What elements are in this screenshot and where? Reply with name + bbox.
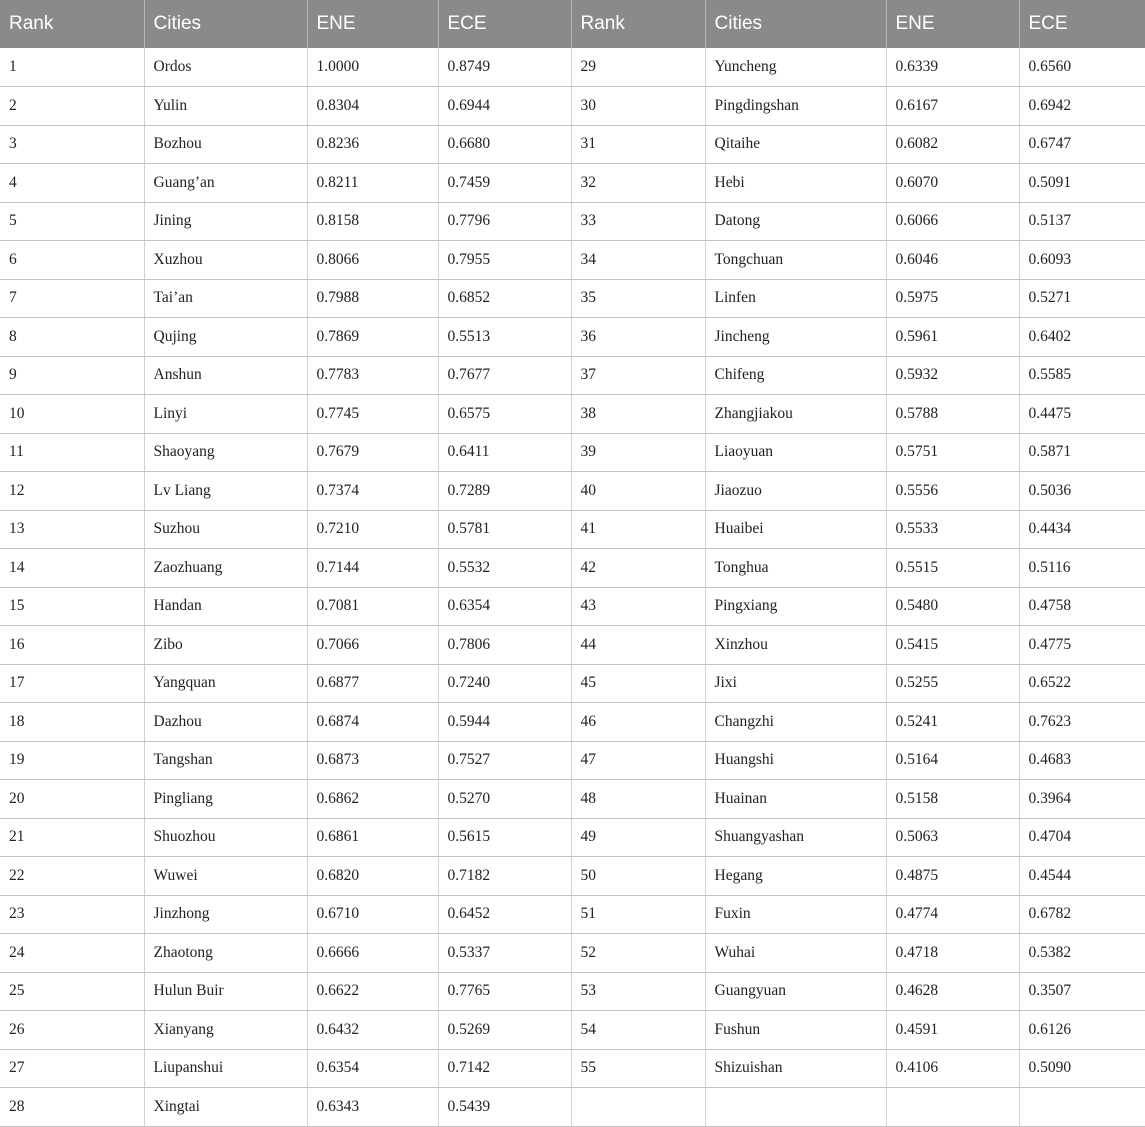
table-row (0, 241, 1145, 280)
ene-cell: 0.4628 (886, 972, 1019, 1011)
rank-cell: 32 (571, 164, 705, 203)
ece-cell: 0.6522 (1019, 664, 1145, 703)
city-cell: Chifeng (705, 356, 886, 395)
city-cell: Huaibei (705, 510, 886, 549)
rank-cell: 18 (0, 703, 144, 742)
ece-cell: 0.6560 (1019, 48, 1145, 87)
rank-cell: 8 (0, 318, 144, 357)
city-cell: Wuwei (144, 857, 307, 896)
ene-cell: 0.6820 (307, 857, 438, 896)
ece-cell: 0.6452 (438, 895, 571, 934)
rank-cell: 15 (0, 587, 144, 626)
ece-cell: 0.6747 (1019, 125, 1145, 164)
rank-cell: 35 (571, 279, 705, 318)
ene-cell: 0.6046 (886, 241, 1019, 280)
city-cell: Linfen (705, 279, 886, 318)
rank-cell: 25 (0, 972, 144, 1011)
ece-cell: 0.7765 (438, 972, 571, 1011)
ece-cell: 0.7955 (438, 241, 571, 280)
ece-cell: 0.5137 (1019, 202, 1145, 241)
city-cell: Changzhi (705, 703, 886, 742)
ene-cell: 0.5961 (886, 318, 1019, 357)
rank-cell: 44 (571, 626, 705, 665)
ece-cell: 0.6126 (1019, 1011, 1145, 1050)
table-row (0, 818, 1145, 857)
ene-cell: 0.5063 (886, 818, 1019, 857)
ene-cell: 0.5480 (886, 587, 1019, 626)
ene-cell: 0.4591 (886, 1011, 1019, 1050)
table-row (0, 87, 1145, 126)
table-row (0, 1049, 1145, 1088)
rank-cell: 24 (0, 934, 144, 973)
rank-cell: 9 (0, 356, 144, 395)
rank-cell: 6 (0, 241, 144, 280)
ene-cell: 0.5164 (886, 741, 1019, 780)
rank-cell: 43 (571, 587, 705, 626)
ece-cell: 0.7240 (438, 664, 571, 703)
ene-cell: 0.7988 (307, 279, 438, 318)
ene-cell: 0.5255 (886, 664, 1019, 703)
table-row (0, 202, 1145, 241)
ene-cell: 0.5975 (886, 279, 1019, 318)
ene-cell: 0.4774 (886, 895, 1019, 934)
rank-cell: 53 (571, 972, 705, 1011)
ece-cell: 0.4758 (1019, 587, 1145, 626)
ene-cell: 0.5158 (886, 780, 1019, 819)
city-cell: Ordos (144, 48, 307, 87)
ene-cell: 0.5533 (886, 510, 1019, 549)
city-cell: Xuzhou (144, 241, 307, 280)
ene-cell: 0.6354 (307, 1049, 438, 1088)
city-cell: Huainan (705, 780, 886, 819)
city-cell: Guangyuan (705, 972, 886, 1011)
table-row (0, 1011, 1145, 1050)
ece-cell: 0.5271 (1019, 279, 1145, 318)
city-cell: Datong (705, 202, 886, 241)
ece-cell: 0.6575 (438, 395, 571, 434)
city-cell: Jining (144, 202, 307, 241)
table-row (0, 279, 1145, 318)
ene-cell: 0.6432 (307, 1011, 438, 1050)
ene-cell: 0.7745 (307, 395, 438, 434)
rank-cell: 52 (571, 934, 705, 973)
ece-cell: 0.5270 (438, 780, 571, 819)
table-row (0, 626, 1145, 665)
city-cell: Qujing (144, 318, 307, 357)
table-row (0, 780, 1145, 819)
ene-cell: 0.4718 (886, 934, 1019, 973)
city-cell: Jixi (705, 664, 886, 703)
ene-cell: 0.7783 (307, 356, 438, 395)
ene-cell: 0.8304 (307, 87, 438, 126)
rank-cell: 50 (571, 857, 705, 896)
rank-cell: 13 (0, 510, 144, 549)
ece-cell: 0.5585 (1019, 356, 1145, 395)
ece-cell: 0.8749 (438, 48, 571, 87)
ene-cell: 0.7081 (307, 587, 438, 626)
ece-cell: 0.5944 (438, 703, 571, 742)
ece-cell: 0.5615 (438, 818, 571, 857)
ene-cell: 0.5415 (886, 626, 1019, 665)
ece-cell: 0.5036 (1019, 472, 1145, 511)
table-header-row (0, 0, 1145, 48)
ene-cell: 0.6339 (886, 48, 1019, 87)
rank-cell: 22 (0, 857, 144, 896)
rank-cell: 16 (0, 626, 144, 665)
city-cell: Tai’an (144, 279, 307, 318)
city-cell: Yuncheng (705, 48, 886, 87)
header-rank: Rank (0, 0, 144, 48)
ece-cell: 0.7182 (438, 857, 571, 896)
header-cities: Cities (705, 0, 886, 48)
city-cell: Guang’an (144, 164, 307, 203)
ece-cell: 0.6852 (438, 279, 571, 318)
ece-cell: 0.7623 (1019, 703, 1145, 742)
ene-cell: 0.8158 (307, 202, 438, 241)
table-body (0, 48, 1145, 1126)
ene-cell: 0.5556 (886, 472, 1019, 511)
city-cell: Dazhou (144, 703, 307, 742)
header-ece: ECE (438, 0, 571, 48)
city-cell: Shuozhou (144, 818, 307, 857)
ene-cell: 0.5515 (886, 549, 1019, 588)
ene-cell: 0.6874 (307, 703, 438, 742)
ene-cell: 0.5751 (886, 433, 1019, 472)
city-cell: Yulin (144, 87, 307, 126)
table-row (0, 1088, 1145, 1127)
city-cell: Zaozhuang (144, 549, 307, 588)
city-cell: Huangshi (705, 741, 886, 780)
ece-cell: 0.5116 (1019, 549, 1145, 588)
ece-cell: 0.5532 (438, 549, 571, 588)
city-cell: Wuhai (705, 934, 886, 973)
city-cell: Pingxiang (705, 587, 886, 626)
city-cell: Zibo (144, 626, 307, 665)
table-row (0, 356, 1145, 395)
ece-cell: 0.7527 (438, 741, 571, 780)
rank-cell: 2 (0, 87, 144, 126)
ece-cell: 0.6093 (1019, 241, 1145, 280)
rank-cell: 37 (571, 356, 705, 395)
city-cell: Pingdingshan (705, 87, 886, 126)
city-cell: Xingtai (144, 1088, 307, 1127)
rank-cell (571, 1088, 705, 1127)
rank-cell: 17 (0, 664, 144, 703)
rank-cell: 10 (0, 395, 144, 434)
city-cell: Jinzhong (144, 895, 307, 934)
ene-cell: 0.6877 (307, 664, 438, 703)
header-cities: Cities (144, 0, 307, 48)
ene-cell: 0.7374 (307, 472, 438, 511)
ene-cell: 0.4875 (886, 857, 1019, 896)
city-cell: Liaoyuan (705, 433, 886, 472)
ene-cell (886, 1088, 1019, 1127)
ece-cell (1019, 1088, 1145, 1127)
ece-cell: 0.3964 (1019, 780, 1145, 819)
ene-cell: 0.8236 (307, 125, 438, 164)
city-cell: Hebi (705, 164, 886, 203)
ene-cell: 0.6710 (307, 895, 438, 934)
city-cell: Linyi (144, 395, 307, 434)
ece-cell: 0.5091 (1019, 164, 1145, 203)
table-row (0, 549, 1145, 588)
ene-cell: 1.0000 (307, 48, 438, 87)
ece-cell: 0.5337 (438, 934, 571, 973)
ene-cell: 0.6167 (886, 87, 1019, 126)
city-cell: Zhaotong (144, 934, 307, 973)
rank-cell: 21 (0, 818, 144, 857)
city-cell: Bozhou (144, 125, 307, 164)
ene-cell: 0.6082 (886, 125, 1019, 164)
rank-cell: 26 (0, 1011, 144, 1050)
ece-cell: 0.7796 (438, 202, 571, 241)
rank-cell: 28 (0, 1088, 144, 1127)
city-cell: Lv Liang (144, 472, 307, 511)
city-cell: Fuxin (705, 895, 886, 934)
rank-cell: 3 (0, 125, 144, 164)
ece-cell: 0.4434 (1019, 510, 1145, 549)
ece-cell: 0.4775 (1019, 626, 1145, 665)
ece-cell: 0.6354 (438, 587, 571, 626)
table-row (0, 48, 1145, 87)
table-row (0, 433, 1145, 472)
rank-cell: 1 (0, 48, 144, 87)
table-row (0, 857, 1145, 896)
ece-cell: 0.7459 (438, 164, 571, 203)
ece-cell: 0.6944 (438, 87, 571, 126)
ece-cell: 0.4704 (1019, 818, 1145, 857)
ece-cell: 0.5090 (1019, 1049, 1145, 1088)
ene-cell: 0.6862 (307, 780, 438, 819)
ece-cell: 0.6402 (1019, 318, 1145, 357)
ece-cell: 0.6680 (438, 125, 571, 164)
ece-cell: 0.5439 (438, 1088, 571, 1127)
ece-cell: 0.7677 (438, 356, 571, 395)
rank-cell: 5 (0, 202, 144, 241)
city-cell: Tangshan (144, 741, 307, 780)
ece-cell: 0.4475 (1019, 395, 1145, 434)
table-row (0, 972, 1145, 1011)
ece-cell: 0.4683 (1019, 741, 1145, 780)
ece-cell: 0.5781 (438, 510, 571, 549)
city-cell: Yangquan (144, 664, 307, 703)
rank-cell: 27 (0, 1049, 144, 1088)
ece-cell: 0.5382 (1019, 934, 1145, 973)
ene-cell: 0.6666 (307, 934, 438, 973)
rank-cell: 11 (0, 433, 144, 472)
header-rank: Rank (571, 0, 705, 48)
city-cell: Pingliang (144, 780, 307, 819)
table-row (0, 395, 1145, 434)
rank-cell: 46 (571, 703, 705, 742)
rank-cell: 4 (0, 164, 144, 203)
ece-cell: 0.6782 (1019, 895, 1145, 934)
ene-cell: 0.8066 (307, 241, 438, 280)
city-cell: Fushun (705, 1011, 886, 1050)
ene-cell: 0.5932 (886, 356, 1019, 395)
city-cell: Handan (144, 587, 307, 626)
rank-cell: 38 (571, 395, 705, 434)
rank-cell: 39 (571, 433, 705, 472)
ene-cell: 0.6066 (886, 202, 1019, 241)
city-cell: Qitaihe (705, 125, 886, 164)
rank-cell: 33 (571, 202, 705, 241)
header-ece: ECE (1019, 0, 1145, 48)
header-ene: ENE (307, 0, 438, 48)
rank-cell: 48 (571, 780, 705, 819)
ene-cell: 0.8211 (307, 164, 438, 203)
rank-cell: 12 (0, 472, 144, 511)
city-cell: Zhangjiakou (705, 395, 886, 434)
ene-cell: 0.7066 (307, 626, 438, 665)
city-cell (705, 1088, 886, 1127)
city-cell: Hegang (705, 857, 886, 896)
ece-cell: 0.7142 (438, 1049, 571, 1088)
table-row (0, 741, 1145, 780)
ece-cell: 0.3507 (1019, 972, 1145, 1011)
table-row (0, 703, 1145, 742)
ene-cell: 0.4106 (886, 1049, 1019, 1088)
ene-cell: 0.6070 (886, 164, 1019, 203)
rank-cell: 42 (571, 549, 705, 588)
table-row (0, 472, 1145, 511)
city-cell: Tongchuan (705, 241, 886, 280)
city-cell: Jiaozuo (705, 472, 886, 511)
rank-cell: 55 (571, 1049, 705, 1088)
table-row (0, 587, 1145, 626)
ece-cell: 0.6411 (438, 433, 571, 472)
city-cell: Xianyang (144, 1011, 307, 1050)
ene-cell: 0.6622 (307, 972, 438, 1011)
city-cell: Suzhou (144, 510, 307, 549)
table-row (0, 895, 1145, 934)
rank-cell: 7 (0, 279, 144, 318)
city-cell: Shuangyashan (705, 818, 886, 857)
ene-cell: 0.6873 (307, 741, 438, 780)
table-row (0, 125, 1145, 164)
header-ene: ENE (886, 0, 1019, 48)
ene-cell: 0.6343 (307, 1088, 438, 1127)
ene-cell: 0.7210 (307, 510, 438, 549)
rank-cell: 54 (571, 1011, 705, 1050)
city-cell: Shaoyang (144, 433, 307, 472)
city-cell: Hulun Buir (144, 972, 307, 1011)
table-row (0, 164, 1145, 203)
rank-cell: 19 (0, 741, 144, 780)
rank-cell: 40 (571, 472, 705, 511)
ene-cell: 0.5788 (886, 395, 1019, 434)
city-cell: Tonghua (705, 549, 886, 588)
city-cell: Shizuishan (705, 1049, 886, 1088)
table-row (0, 318, 1145, 357)
ece-cell: 0.5513 (438, 318, 571, 357)
city-cell: Jincheng (705, 318, 886, 357)
rank-cell: 41 (571, 510, 705, 549)
ece-cell: 0.5871 (1019, 433, 1145, 472)
rank-cell: 34 (571, 241, 705, 280)
rank-cell: 45 (571, 664, 705, 703)
ene-cell: 0.6861 (307, 818, 438, 857)
rank-cell: 36 (571, 318, 705, 357)
table-row (0, 664, 1145, 703)
city-cell: Anshun (144, 356, 307, 395)
rank-cell: 31 (571, 125, 705, 164)
ene-cell: 0.7144 (307, 549, 438, 588)
rank-cell: 49 (571, 818, 705, 857)
rank-cell: 47 (571, 741, 705, 780)
city-cell: Xinzhou (705, 626, 886, 665)
ece-cell: 0.4544 (1019, 857, 1145, 896)
rank-cell: 23 (0, 895, 144, 934)
rank-cell: 29 (571, 48, 705, 87)
table-row (0, 934, 1145, 973)
rank-cell: 51 (571, 895, 705, 934)
ece-cell: 0.7289 (438, 472, 571, 511)
rank-cell: 14 (0, 549, 144, 588)
ene-cell: 0.7869 (307, 318, 438, 357)
ene-cell: 0.5241 (886, 703, 1019, 742)
rank-cell: 20 (0, 780, 144, 819)
ece-cell: 0.6942 (1019, 87, 1145, 126)
table-row (0, 510, 1145, 549)
rank-cell: 30 (571, 87, 705, 126)
ene-cell: 0.7679 (307, 433, 438, 472)
city-cell: Liupanshui (144, 1049, 307, 1088)
ece-cell: 0.7806 (438, 626, 571, 665)
ece-cell: 0.5269 (438, 1011, 571, 1050)
